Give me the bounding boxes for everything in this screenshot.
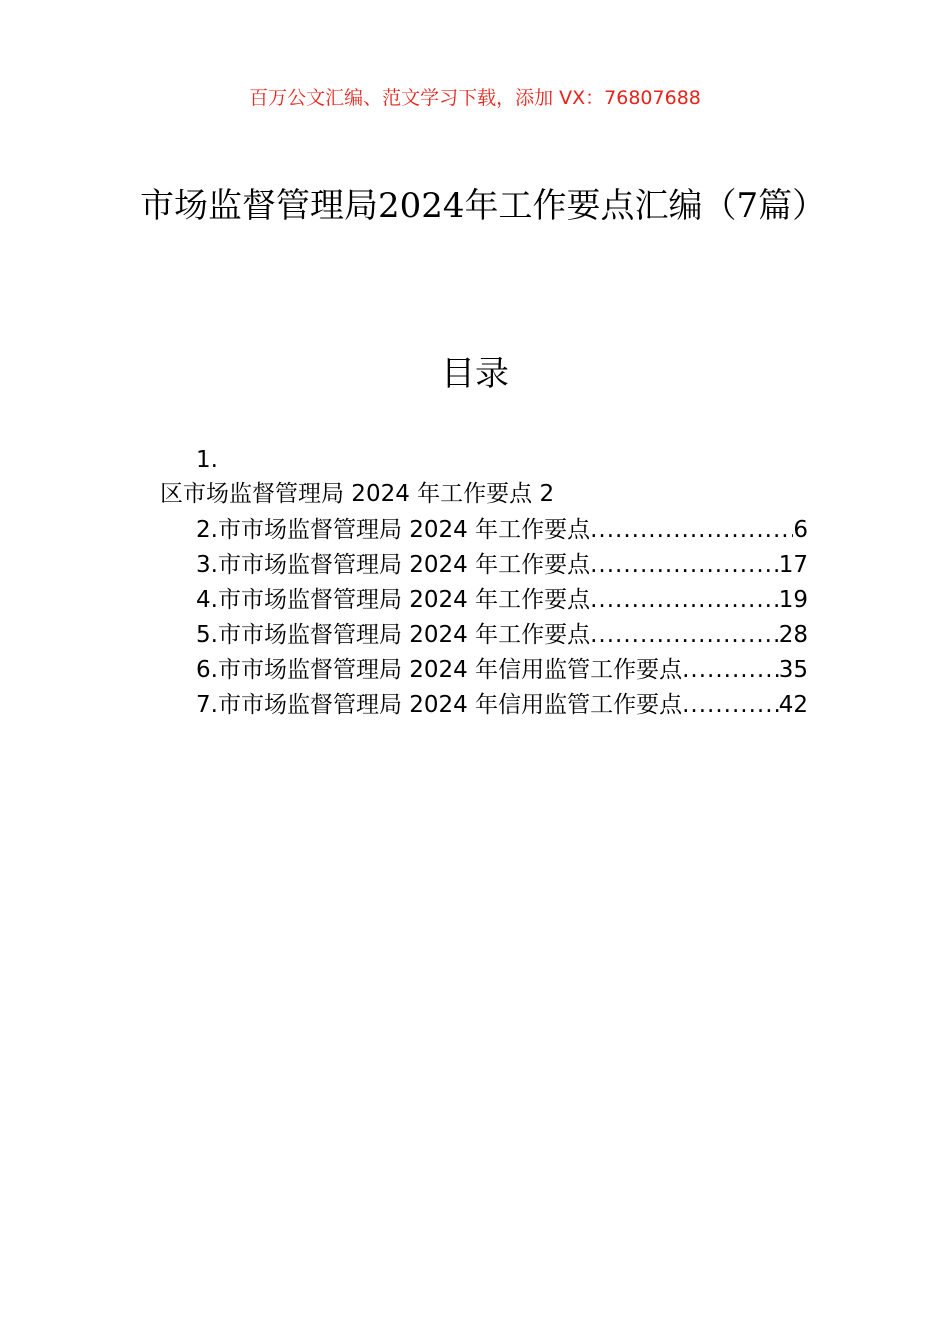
toc-item-1-text: 区市场监督管理局 2024 年工作要点 2 — [160, 481, 555, 507]
toc-item[interactable] — [196, 514, 808, 549]
toc-item[interactable] — [196, 654, 808, 689]
toc-item-text: 3.市市场监督管理局 2024 年工作要点 — [196, 552, 591, 578]
toc-item[interactable] — [196, 549, 808, 584]
toc-leader-dots — [590, 549, 779, 581]
toc-page-number: 42 — [778, 692, 808, 718]
toc-leader-dots — [590, 514, 793, 546]
toc-page-number: 35 — [778, 657, 808, 683]
header-note: 百万公文汇编、范文学习下载，添加 VX：76807688 — [249, 87, 701, 109]
toc-leader-dots — [682, 689, 779, 721]
toc-page-number: 6 — [793, 517, 808, 543]
toc-item-text: 7.市市场监督管理局 2024 年信用监管工作要点 — [196, 692, 683, 718]
toc-page-number: 28 — [778, 622, 808, 648]
toc-leader-dots — [682, 654, 779, 686]
toc-page-number: 19 — [778, 587, 808, 613]
toc-leader-dots — [590, 584, 779, 616]
toc-item[interactable] — [196, 619, 808, 654]
toc-heading: 目录 — [441, 354, 509, 394]
toc-item-text: 6.市市场监督管理局 2024 年信用监管工作要点 — [196, 657, 683, 683]
toc-item-1-number: 1. — [196, 447, 218, 473]
document-title: 市场监督管理局2024年工作要点汇编（7篇） — [140, 186, 827, 226]
toc-page-number: 17 — [778, 552, 808, 578]
toc-item-text: 2.市市场监督管理局 2024 年工作要点 — [196, 517, 591, 543]
toc-item[interactable] — [196, 689, 808, 724]
toc-list — [196, 514, 808, 724]
toc-item[interactable] — [196, 584, 808, 619]
toc-item-text: 4.市市场监督管理局 2024 年工作要点 — [196, 587, 591, 613]
toc-leader-dots — [590, 619, 779, 651]
toc-item-text: 5.市市场监督管理局 2024 年工作要点 — [196, 622, 591, 648]
